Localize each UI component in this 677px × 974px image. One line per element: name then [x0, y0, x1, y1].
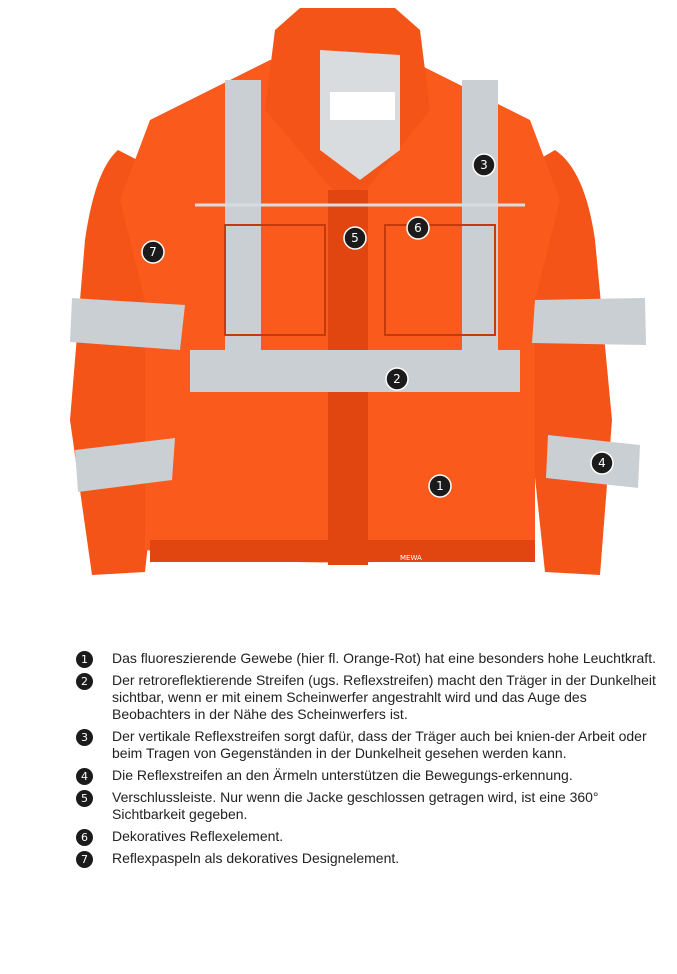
legend-number-badge: 2: [76, 673, 93, 690]
callout-marker-4: [591, 452, 613, 474]
legend-text: Dekoratives Reflexelement.: [112, 828, 284, 844]
legend-item: [76, 828, 656, 845]
legend-item: [76, 767, 656, 784]
legend-item: [76, 728, 656, 762]
reflective-horizontal-body: [190, 350, 520, 392]
reflective-left-sleeve-upper: [70, 298, 185, 350]
legend-text: Die Reflexstreifen an den Ärmeln unterstützen die Bewegungs-erkennung.: [112, 767, 573, 783]
legend-item: [76, 850, 656, 867]
legend-text: Der vertikale Reflexstreifen sorgt dafür, dass der Träger auch bei knien-der Arbeit oder beim Tragen von Gegenständen in der Dunkelheit gesehen werden kann.: [112, 728, 647, 761]
callout-marker-1: [429, 475, 451, 497]
legend-number-badge: 6: [76, 829, 93, 846]
callout-marker-label: 7: [149, 245, 157, 259]
callout-marker-label: 5: [351, 231, 359, 245]
legend-text: Der retroreflektierende Streifen (ugs. Reflexstreifen) macht den Träger in der Dunkelheit sichtbar, wenn er mit einem Scheinwerfer angestrahlt wird und das Auge des Beobachters in der Nähe des Scheinwerfers ist.: [112, 672, 656, 722]
legend-item: [76, 789, 656, 823]
legend-number-badge: 1: [76, 651, 93, 668]
reflective-vertical-left: [225, 80, 261, 360]
legend-item: [76, 650, 656, 667]
legend-text: Verschlussleiste. Nur wenn die Jacke geschlossen getragen wird, ist eine 360° Sichtbarkeit gegeben.: [112, 789, 599, 822]
reflective-right-sleeve-upper: [532, 298, 646, 345]
legend-text: Reflexpaspeln als dekoratives Designelement.: [112, 850, 400, 866]
callout-marker-label: 1: [436, 479, 444, 493]
legend-list: [76, 650, 656, 872]
callout-marker-5: [344, 227, 366, 249]
waistband: [150, 540, 535, 562]
callout-marker-7: [142, 241, 164, 263]
callout-marker-3: [473, 154, 495, 176]
jacket-brand-label: MEWA: [400, 554, 422, 562]
legend-number-badge: 7: [76, 851, 93, 868]
callout-marker-label: 4: [598, 456, 606, 470]
legend-number-badge: 3: [76, 729, 93, 746]
callout-marker-label: 6: [414, 221, 422, 235]
legend-item: [76, 672, 656, 723]
legend-number-badge: 5: [76, 790, 93, 807]
callout-marker-2: [386, 368, 408, 390]
callout-marker-label: 3: [480, 158, 488, 172]
callout-marker-label: 2: [393, 372, 401, 386]
callout-marker-6: [407, 217, 429, 239]
legend-text: Das fluoreszierende Gewebe (hier fl. Orange-Rot) hat eine besonders hohe Leuchtkraft.: [112, 650, 656, 666]
label-tag: [330, 92, 395, 120]
reflective-vertical-right: [462, 80, 498, 360]
legend-number-badge: 4: [76, 768, 93, 785]
